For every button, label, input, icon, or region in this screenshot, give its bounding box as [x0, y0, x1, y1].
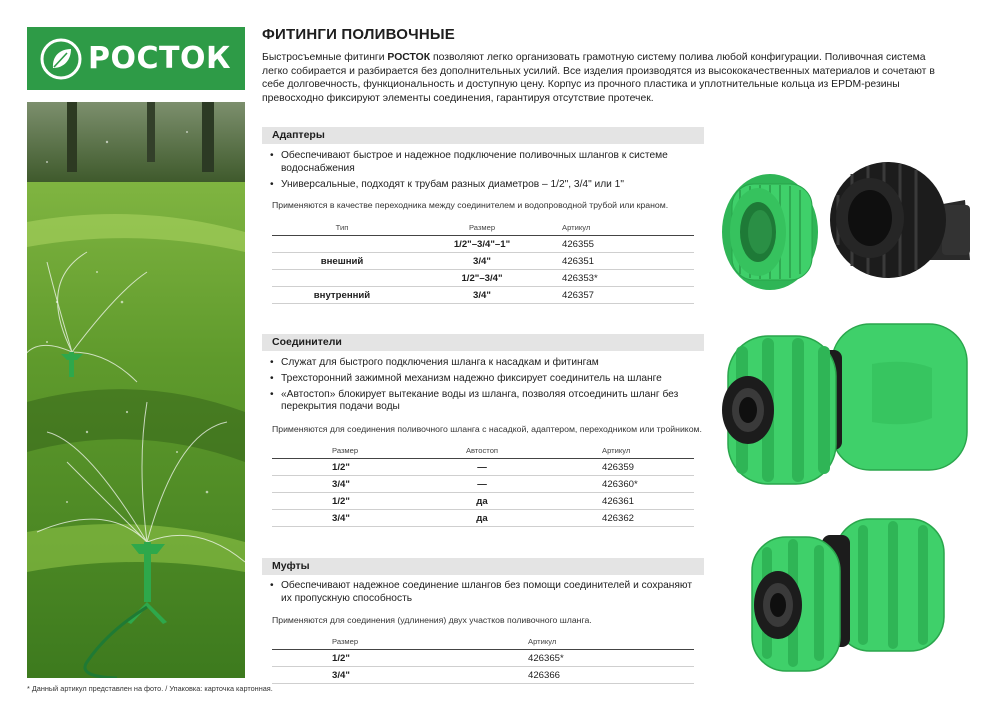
article-cell: 426366 [472, 667, 694, 684]
size-cell: 1/2" [272, 650, 472, 667]
column-header: Артикул [552, 219, 694, 236]
couplings-usage: Применяются для соединения (удлинения) двух участков поливочного шланга. [272, 615, 592, 625]
table-row [272, 236, 694, 253]
column-header: Размер [412, 219, 552, 236]
table-row [272, 459, 694, 476]
type-cell [272, 270, 412, 287]
column-header: Артикул [552, 442, 694, 459]
adapters-features [262, 150, 702, 194]
type-cell: внешний [272, 253, 412, 270]
article-cell: 426365* [472, 650, 694, 667]
autostop-cell: — [412, 459, 552, 476]
article-cell: 426361 [552, 493, 694, 510]
table-row [272, 253, 694, 270]
couplings-features [262, 580, 702, 609]
article-cell: 426360* [552, 476, 694, 493]
autostop-cell: — [412, 476, 552, 493]
article-cell: 426351 [552, 253, 694, 270]
autostop-cell: да [412, 493, 552, 510]
table-row [272, 650, 694, 667]
table-row [272, 493, 694, 510]
connectors-features [262, 357, 702, 417]
intro-brand: РОСТОК [387, 52, 431, 63]
article-cell: 426355 [552, 236, 694, 253]
intro-text: Быстросъемные фитинги РОСТОК позволяют легко организовать грамотную систему полива любой конфигурации. Поливочная система легко собирается и разбирается без дополнительных усилий. Все изделия производятся из высококачественных материалов и сочетают в себе долговечность, функциональность и доступную цену. Корпус из прочного пластика и уплотнительные кольца из EPDM-резины превосходно фиксируют элементы соединения, гарантируя отсутствие протечек. [262, 52, 935, 104]
size-cell: 1/2"–3/4" [412, 270, 552, 287]
table-row [272, 510, 694, 527]
size-cell: 3/4" [272, 510, 412, 527]
connectors-feature: • Служат для быстрого подключения шланга к насадкам и фитингам [262, 357, 702, 370]
couplings-section-header: Муфты [262, 558, 704, 575]
article-cell: 426359 [552, 459, 694, 476]
column-header: Размер [272, 633, 472, 650]
connectors-feature: • «Автостоп» блокирует вытекание воды из шланга, позволяя отсоединить шланг без перекрытия подачи воды [262, 389, 702, 415]
size-cell: 3/4" [272, 476, 412, 493]
connector-fitting-image [722, 318, 972, 494]
column-header: Автостоп [412, 442, 552, 459]
article-cell: 426357 [552, 287, 694, 304]
type-cell: внутренний [272, 287, 412, 304]
adapters-feature: • Универсальные, подходят к трубам разных диаметров – 1/2", 3/4" или 1" [262, 179, 702, 192]
footnote: * Данный артикул представлен на фото. / Упаковка: карточка картонная. [27, 684, 273, 693]
table-row [272, 270, 694, 287]
table-row [272, 476, 694, 493]
column-header: Артикул [472, 633, 694, 650]
column-header: Тип [272, 219, 412, 236]
connectors-feature: • Трехсторонний зажимной механизм надежно фиксирует соединитель на шланге [262, 373, 702, 386]
adapter-fittings-image [720, 150, 980, 300]
adapters-section-header: Адаптеры [262, 127, 704, 144]
size-cell: 1/2"–3/4"–1" [412, 236, 552, 253]
size-cell: 1/2" [272, 493, 412, 510]
size-cell: 3/4" [412, 287, 552, 304]
couplings-feature: • Обеспечивают надежное соединение шлангов без помощи соединителей и сохраняют их пропускную способность [262, 580, 702, 606]
table-row [272, 287, 694, 304]
article-cell: 426362 [552, 510, 694, 527]
table-row [272, 667, 694, 684]
adapters-feature: • Обеспечивают быстрое и надежное подключение поливочных шлангов к системе водоснабжения [262, 150, 702, 176]
brand-logo [27, 27, 245, 90]
size-cell: 3/4" [412, 253, 552, 270]
lawn-sprinkler-photo [27, 102, 245, 678]
type-cell [272, 236, 412, 253]
brand-name: РОСТОК [88, 41, 231, 76]
article-cell: 426353* [552, 270, 694, 287]
couplings-table [272, 633, 694, 684]
adapters-table [272, 219, 694, 304]
size-cell: 3/4" [272, 667, 472, 684]
autostop-cell: да [412, 510, 552, 527]
adapters-usage: Применяются в качестве переходника между соединителем и водопроводной трубой или краном. [272, 200, 669, 210]
column-header: Размер [272, 442, 412, 459]
connectors-usage: Применяются для соединения поливочного шланга с насадкой, адаптером, переходником или тройником. [272, 424, 702, 434]
connectors-table [272, 442, 694, 527]
coupling-fitting-image [748, 515, 948, 675]
black-adapter [830, 162, 970, 278]
connectors-section-header: Соединители [262, 334, 704, 351]
leaf-icon [40, 38, 82, 80]
page-title: ФИТИНГИ ПОЛИВОЧНЫЕ [262, 26, 455, 43]
green-adapter [722, 174, 818, 290]
size-cell: 1/2" [272, 459, 412, 476]
